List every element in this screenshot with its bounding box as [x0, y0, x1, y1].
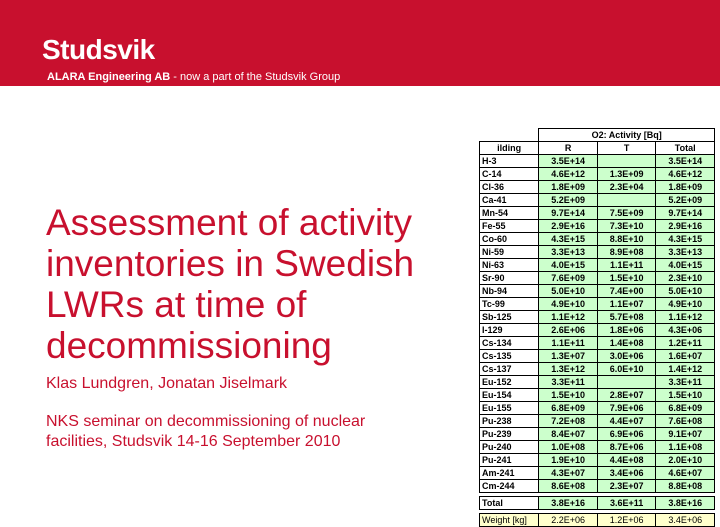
company-suffix: - now a part of the Studsvik Group [170, 71, 341, 83]
studsvik-logo: Studsvik [42, 34, 155, 65]
column-header-r: R [539, 142, 598, 155]
nuclide-cell: Cs-137 [480, 363, 539, 376]
activity-total-cell: 4.9E+10 [656, 298, 715, 311]
activity-total-cell: 5.0E+10 [656, 285, 715, 298]
activity-total-cell: 4.6E+07 [656, 467, 715, 480]
table-row [480, 454, 715, 467]
activity-t-cell: 8.8E+10 [597, 233, 656, 246]
slide-title: Assessment of activity inventories in Swedish LWRs at time of decommissioning [46, 202, 415, 366]
nuclide-cell: Mn-54 [480, 207, 539, 220]
activity-r-cell: 5.0E+10 [539, 285, 598, 298]
table-row [480, 428, 715, 441]
nuclide-cell: Nb-94 [480, 285, 539, 298]
activity-t-cell: 2.3E+04 [597, 181, 656, 194]
activity-t-cell: 4.4E+07 [597, 415, 656, 428]
column-header-nuclide: ilding [480, 142, 539, 155]
table-row [480, 168, 715, 181]
activity-r-cell: 3.5E+14 [539, 155, 598, 168]
table-row [480, 259, 715, 272]
activity-r-cell: 4.0E+15 [539, 259, 598, 272]
activity-t-cell: 1.4E+08 [597, 337, 656, 350]
table-group-header-row [480, 129, 715, 142]
activity-t-cell: 2.8E+07 [597, 389, 656, 402]
table-row [480, 376, 715, 389]
nuclide-cell: Eu-154 [480, 389, 539, 402]
activity-t-cell [597, 376, 656, 389]
nuclide-cell: Cs-135 [480, 350, 539, 363]
slide-seminar: NKS seminar on decommissioning of nuclear facilities, Studsvik 14-16 September 2010 [46, 413, 366, 450]
activity-r-cell: 6.8E+09 [539, 402, 598, 415]
table-row [480, 181, 715, 194]
nuclide-cell: Tc-99 [480, 298, 539, 311]
activity-r-cell: 7.2E+08 [539, 415, 598, 428]
activity-t-cell: 5.7E+08 [597, 311, 656, 324]
table-row [480, 155, 715, 168]
column-header-t: T [597, 142, 656, 155]
table-row [480, 389, 715, 402]
table-row [480, 480, 715, 493]
activity-t-cell: 1.3E+09 [597, 168, 656, 181]
table-group-header: O2: Activity [Bq] [539, 129, 715, 142]
company-name: ALARA Engineering AB [47, 71, 171, 83]
activity-r-cell: 4.3E+07 [539, 467, 598, 480]
nuclide-cell: Eu-155 [480, 402, 539, 415]
activity-t-cell: 7.5E+09 [597, 207, 656, 220]
nuclide-cell: Ni-63 [480, 259, 539, 272]
nuclide-cell: Co-60 [480, 233, 539, 246]
activity-r-cell: 9.7E+14 [539, 207, 598, 220]
activity-r-cell: 1.3E+12 [539, 363, 598, 376]
table-row [480, 272, 715, 285]
activity-total-cell: 2.9E+16 [656, 220, 715, 233]
table-row [480, 324, 715, 337]
nuclide-cell: Am-241 [480, 467, 539, 480]
activity-t-cell: 6.0E+10 [597, 363, 656, 376]
nuclide-cell: Ni-59 [480, 246, 539, 259]
activity-r-cell: 8.4E+07 [539, 428, 598, 441]
total-label: Total [480, 497, 539, 510]
table-row [480, 246, 715, 259]
activity-r-cell: 3.3E+13 [539, 246, 598, 259]
activity-t-cell: 1.1E+07 [597, 298, 656, 311]
table-row [480, 220, 715, 233]
nuclide-cell: I-129 [480, 324, 539, 337]
activity-t-cell: 3.4E+06 [597, 467, 656, 480]
header-banner [0, 0, 720, 86]
table-row [480, 402, 715, 415]
activity-table-panel [479, 128, 716, 525]
table-row [480, 467, 715, 480]
nuclide-cell: Cl-36 [480, 181, 539, 194]
activity-t-cell: 1.8E+06 [597, 324, 656, 337]
activity-t-cell [597, 155, 656, 168]
activity-r-cell: 8.6E+08 [539, 480, 598, 493]
weight-row [480, 514, 715, 527]
nuclide-cell: Sb-125 [480, 311, 539, 324]
activity-r-cell: 5.2E+09 [539, 194, 598, 207]
activity-r-cell: 4.3E+15 [539, 233, 598, 246]
nuclide-cell: Sr-90 [480, 272, 539, 285]
company-subline [47, 71, 340, 83]
activity-t-cell [597, 194, 656, 207]
activity-total-cell: 1.4E+12 [656, 363, 715, 376]
table-row [480, 441, 715, 454]
activity-total-cell: 9.7E+14 [656, 207, 715, 220]
activity-t-cell: 8.9E+08 [597, 246, 656, 259]
column-header-total: Total [656, 142, 715, 155]
activity-r-cell: 4.9E+10 [539, 298, 598, 311]
nuclide-cell: Cm-244 [480, 480, 539, 493]
activity-table [479, 128, 715, 527]
activity-t-cell: 6.9E+06 [597, 428, 656, 441]
nuclide-cell: Eu-152 [480, 376, 539, 389]
activity-total-cell: 6.8E+09 [656, 402, 715, 415]
activity-total-cell: 1.2E+11 [656, 337, 715, 350]
activity-total-cell: 5.2E+09 [656, 194, 715, 207]
activity-r-cell: 1.0E+08 [539, 441, 598, 454]
activity-r-cell: 1.5E+10 [539, 389, 598, 402]
activity-total-cell: 7.6E+08 [656, 415, 715, 428]
activity-r-cell: 2.6E+06 [539, 324, 598, 337]
weight-r-cell: 2.2E+06 [539, 514, 598, 527]
weight-t-cell: 1.2E+06 [597, 514, 656, 527]
activity-t-cell: 7.3E+10 [597, 220, 656, 233]
table-row [480, 363, 715, 376]
nuclide-cell: Pu-241 [480, 454, 539, 467]
activity-total-cell: 3.3E+13 [656, 246, 715, 259]
nuclide-cell: Pu-239 [480, 428, 539, 441]
activity-total-cell: 8.8E+08 [656, 480, 715, 493]
activity-total-cell: 4.3E+15 [656, 233, 715, 246]
total-total-cell: 3.8E+16 [656, 497, 715, 510]
activity-total-cell: 1.5E+10 [656, 389, 715, 402]
activity-r-cell: 2.9E+16 [539, 220, 598, 233]
activity-t-cell: 7.4E+00 [597, 285, 656, 298]
nuclide-cell: Pu-240 [480, 441, 539, 454]
activity-r-cell: 7.6E+09 [539, 272, 598, 285]
activity-total-cell: 1.1E+08 [656, 441, 715, 454]
activity-total-cell: 3.3E+11 [656, 376, 715, 389]
activity-total-cell: 4.6E+12 [656, 168, 715, 181]
table-row [480, 311, 715, 324]
nuclide-cell: H-3 [480, 155, 539, 168]
table-row [480, 285, 715, 298]
activity-total-cell: 1.8E+09 [656, 181, 715, 194]
activity-t-cell: 3.0E+06 [597, 350, 656, 363]
nuclide-cell: Ca-41 [480, 194, 539, 207]
activity-r-cell: 1.9E+10 [539, 454, 598, 467]
activity-total-cell: 2.0E+10 [656, 454, 715, 467]
table-column-header-row [480, 142, 715, 155]
total-row [480, 497, 715, 510]
weight-total-cell: 3.4E+06 [656, 514, 715, 527]
table-row [480, 194, 715, 207]
activity-t-cell: 1.5E+10 [597, 272, 656, 285]
activity-r-cell: 4.6E+12 [539, 168, 598, 181]
table-row [480, 207, 715, 220]
activity-total-cell: 9.1E+07 [656, 428, 715, 441]
activity-total-cell: 2.3E+10 [656, 272, 715, 285]
activity-total-cell: 4.0E+15 [656, 259, 715, 272]
activity-t-cell: 2.3E+07 [597, 480, 656, 493]
table-row [480, 415, 715, 428]
table-row [480, 233, 715, 246]
weight-label: Weight [kg] [480, 514, 539, 527]
nuclide-cell: Pu-238 [480, 415, 539, 428]
table-corner [480, 129, 539, 142]
activity-t-cell: 4.4E+08 [597, 454, 656, 467]
nuclide-cell: Cs-134 [480, 337, 539, 350]
nuclide-cell: Fe-55 [480, 220, 539, 233]
slide-authors: Klas Lundgren, Jonatan Jiselmark [46, 375, 288, 392]
activity-total-cell: 4.3E+06 [656, 324, 715, 337]
total-r-cell: 3.8E+16 [539, 497, 598, 510]
table-row [480, 337, 715, 350]
activity-total-cell: 1.1E+12 [656, 311, 715, 324]
activity-total-cell: 1.6E+07 [656, 350, 715, 363]
table-row [480, 298, 715, 311]
activity-r-cell: 1.8E+09 [539, 181, 598, 194]
nuclide-cell: C-14 [480, 168, 539, 181]
activity-r-cell: 1.1E+11 [539, 337, 598, 350]
activity-t-cell: 1.1E+11 [597, 259, 656, 272]
total-t-cell: 3.6E+11 [597, 497, 656, 510]
activity-total-cell: 3.5E+14 [656, 155, 715, 168]
activity-r-cell: 1.1E+12 [539, 311, 598, 324]
table-row [480, 350, 715, 363]
activity-t-cell: 7.9E+06 [597, 402, 656, 415]
activity-r-cell: 1.3E+07 [539, 350, 598, 363]
activity-t-cell: 8.7E+06 [597, 441, 656, 454]
activity-r-cell: 3.3E+11 [539, 376, 598, 389]
